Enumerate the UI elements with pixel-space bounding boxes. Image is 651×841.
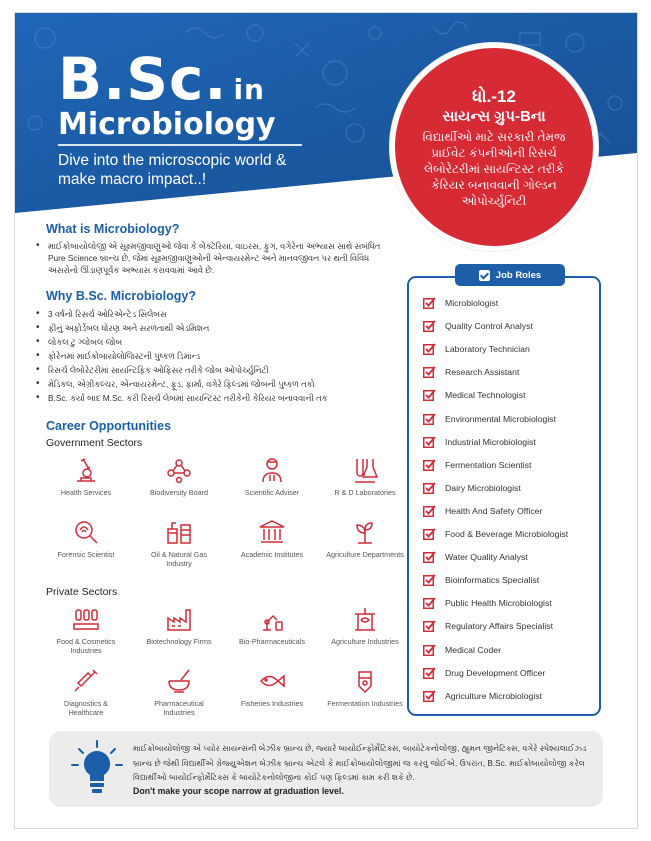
- check-icon: [423, 690, 436, 702]
- mortar-pestle-icon: [164, 666, 194, 696]
- private-sector-food: Food & Cosmetics Industries: [46, 604, 126, 655]
- fingerprint-icon: [71, 517, 101, 547]
- why-list: [36, 308, 396, 406]
- private-sectors-label: Private Sectors: [46, 586, 118, 598]
- check-icon: [423, 389, 436, 401]
- job-role-label: Water Quality Analyst: [445, 552, 528, 563]
- badge-body: વિદ્યાર્થીઓ માટે સરકારી તેમજ પ્રાઈવેટ કંપનીઓની રિસર્ચ લેબોરેટરીમાં સાયન્ટિસ્ટ તરીકે કેરિયર બનાવવાની ગોલ્ડન ઓપોર્ચ્યુનિટી: [422, 129, 566, 208]
- agri-industry-icon: [350, 604, 380, 634]
- tagline: Dive into the microscopic world & make macro impact..!: [58, 152, 287, 188]
- food-factory-icon: [71, 604, 101, 634]
- check-icon: [423, 343, 436, 355]
- lab-glassware-icon: [350, 455, 380, 485]
- job-role-label: Medical Coder: [445, 644, 502, 655]
- job-role-item: [423, 320, 533, 332]
- job-role-label: Drug Development Officer: [445, 667, 546, 678]
- why-item: • ફીનું અફોર્ડેબલ ધોરણ અને સરળતાથી એડમિશન: [36, 322, 396, 334]
- job-role-label: Quality Control Analyst: [445, 321, 533, 332]
- oil-tanks-icon: [164, 517, 194, 547]
- check-icon: [423, 597, 436, 609]
- job-role-item: [423, 343, 530, 355]
- job-role-item: [423, 297, 498, 309]
- job-role-item: [423, 459, 531, 471]
- check-icon: [423, 505, 436, 517]
- syringe-icon: [71, 666, 101, 696]
- check-icon: [423, 620, 436, 632]
- check-icon: [423, 574, 436, 586]
- badge-line2: સાયન્સ ગ્રુપ-Bના: [442, 107, 546, 125]
- private-sector-biotech: Biotechnology Firms: [139, 604, 219, 646]
- check-icon: [423, 459, 436, 471]
- job-role-item: [423, 413, 556, 425]
- job-role-label: Medical Technologist: [445, 390, 526, 401]
- job-role-item: [423, 528, 568, 540]
- note-emphasis: Don't make your scope narrow at graduation level.: [133, 786, 344, 796]
- badge-line1: ધો.-12: [472, 86, 516, 106]
- job-role-label: Dairy Microbiologist: [445, 482, 521, 493]
- check-icon: [423, 320, 436, 332]
- title-in: in: [233, 73, 265, 106]
- gov-sector-health: Health Services: [46, 455, 126, 497]
- pharma-robot-icon: [257, 604, 287, 634]
- gov-sector-agriculture: Agriculture Departments: [325, 517, 405, 559]
- private-sector-agri: Agriculture Industries: [325, 604, 405, 646]
- why-item: • લોકલ ટુ ગ્લોબલ જોબ: [36, 336, 396, 348]
- gov-sector-adviser: Scientific Adviser: [232, 455, 312, 497]
- gov-sectors-label: Government Sectors: [46, 437, 143, 449]
- institute-building-icon: [257, 517, 287, 547]
- microscope-icon: [71, 455, 101, 485]
- check-icon: [423, 297, 436, 309]
- title-divider: [58, 144, 302, 146]
- check-icon: [423, 413, 436, 425]
- gov-sector-academic: Academic Institutes: [232, 517, 312, 559]
- gov-sector-rnd: R & D Laboratories: [325, 455, 405, 497]
- check-icon: [423, 528, 436, 540]
- job-role-item: [423, 389, 526, 401]
- job-role-item: [423, 436, 536, 448]
- job-role-item: [423, 482, 521, 494]
- gov-sector-oil: Oil & Natural Gas Industry: [139, 517, 219, 568]
- checkbox-icon: [479, 270, 490, 281]
- what-heading: What is Microbiology?: [46, 222, 180, 236]
- job-role-label: Bioinformatics Specialist: [445, 575, 540, 586]
- job-role-label: Agriculture Microbiologist: [445, 690, 543, 701]
- lightbulb-icon: [69, 739, 125, 799]
- job-role-label: Fermentation Scientist: [445, 459, 532, 470]
- gov-sector-forensic: Forensic Scientist: [46, 517, 126, 559]
- private-sector-fermentation: Fermentation Industries: [325, 666, 405, 708]
- private-sector-biopharma: Bio-Pharmaceuticals: [232, 604, 312, 646]
- molecule-icon: [164, 455, 194, 485]
- job-role-item: [423, 551, 528, 563]
- private-sector-fisheries: Fisheries Industries: [232, 666, 312, 708]
- job-role-label: Food & Beverage Microbiologist: [445, 529, 569, 539]
- why-heading: Why B.Sc. Microbiology?: [46, 289, 197, 303]
- check-icon: [423, 644, 436, 656]
- job-role-label: Industrial Microbiologist: [445, 436, 536, 447]
- why-item: • ફોરેનમાં માઈક્રોબાયોલોજિસ્ટની પુષ્કળ ડિમાન્ડ: [36, 350, 396, 362]
- job-role-item: [423, 620, 553, 632]
- job-role-item: [423, 690, 542, 702]
- what-text: • માઈક્રોબાયોલોજી એ સૂક્ષ્મજીવાણુઓ જેવા કે બેક્ટેરિયા, વાઇરસ, ફુગ, વગેરેના અભ્યાસ સાથે સંબંધિત Pure Science બ્રાન્ચ છે, જેમાં સૂક્ષ્મજીવાણુઓની એન્વાયરમેન્ટ અને માનવજીવન પર થતી વિવિધ અસરોનો ઊંડાણપૂર્વક અભ્યાસ કરાવવામાં આવે છે.: [36, 240, 396, 276]
- title-subject: Microbiology: [58, 107, 276, 142]
- job-role-item: [423, 667, 545, 679]
- career-heading: Career Opportunities: [46, 419, 172, 433]
- biotech-factory-icon: [164, 604, 194, 634]
- job-role-item: [423, 597, 552, 609]
- fish-icon: [257, 666, 287, 696]
- check-icon: [423, 436, 436, 448]
- check-icon: [423, 551, 436, 563]
- eligibility-badge: [390, 43, 598, 251]
- why-item: • મેડિકલ, એગ્રીકલ્ચર, એન્વાયરમેન્ટ, ફૂડ, ફાર્મા, વગેરે ફિલ્ડમાં જોબની પુષ્કળ તકો: [36, 378, 396, 390]
- why-item: • રિસર્ચ લેબોરેટરીમાં સાયન્ટિફિક ઓફિસર તરીકે જોબ ઓપોર્ચ્યુનિટી: [36, 364, 396, 376]
- job-role-label: Public Health Microbiologist: [445, 598, 552, 609]
- check-icon: [423, 366, 436, 378]
- job-role-item: [423, 644, 501, 656]
- job-role-item: [423, 574, 539, 586]
- private-sector-diagnostics: Diagnostics & Healthcare: [46, 666, 126, 717]
- scientist-icon: [257, 455, 287, 485]
- job-roles-header: [455, 264, 565, 286]
- why-item: • B.Sc. કર્યા બાદ M.Sc. કરી રિસર્ચ લેબમાં સાયન્ટિસ્ટ તરીકેની કેરિયર બનાવવાની તક: [36, 392, 396, 404]
- job-role-label: Research Assistant: [445, 367, 520, 378]
- fermentation-tank-icon: [350, 666, 380, 696]
- gov-sector-biodiversity: Biodiversity Board: [139, 455, 219, 497]
- plant-icon: [350, 517, 380, 547]
- job-role-label: Health And Safety Officer: [445, 505, 543, 516]
- job-roles-title: Job Roles: [495, 269, 542, 281]
- title-bsc: B.Sc. in: [58, 45, 265, 113]
- job-role-label: Microbiologist: [445, 298, 499, 308]
- job-role-item: [423, 505, 542, 517]
- job-role-label: Environmental Microbiologist: [445, 413, 557, 424]
- note-text: માઈક્રોબાયોલોજી એ પ્યોર સાયન્સની બેઝીક બ્રાન્ચ છે, જ્યારે બાયોઈન્ફોર્મેટિક્સ, બાયોટેકનોલોજી, હ્યુમન જીનેટિક્સ, વગેરે સ્પેશ્યલાઈઝ્ડ બ્રાન્ચ છે જેથી વિદ્યાર્થીએ ગ્રેજ્યુએશન બેઝીક બ્રાન્ચ એટલે કે માઈક્રોબાયોલોજીમાં જ કરવું જોઈએ. ઉપરાંત, B.Sc. માઈક્રોબાયોલોજી કરેલ વિદ્યાર્થીઓ બાયોઈન્ફોર્મેટિક્સ કે બાયોટેકનોલોજીના કોઈ પણ ફિલ્ડમાં કામ કરી શકે છે.: [133, 744, 587, 782]
- job-role-label: Laboratory Technician: [445, 344, 530, 355]
- check-icon: [423, 667, 436, 679]
- what-list: [36, 240, 396, 278]
- why-item: • 3 વર્ષનો રિસર્ચ ઓરિએન્ટેડ સિલેબસ: [36, 308, 396, 320]
- job-role-item: [423, 366, 519, 378]
- private-sector-pharma: Pharmaceutical Industries: [139, 666, 219, 717]
- job-role-label: Regulatory Affairs Specialist: [445, 621, 554, 632]
- check-icon: [423, 482, 436, 494]
